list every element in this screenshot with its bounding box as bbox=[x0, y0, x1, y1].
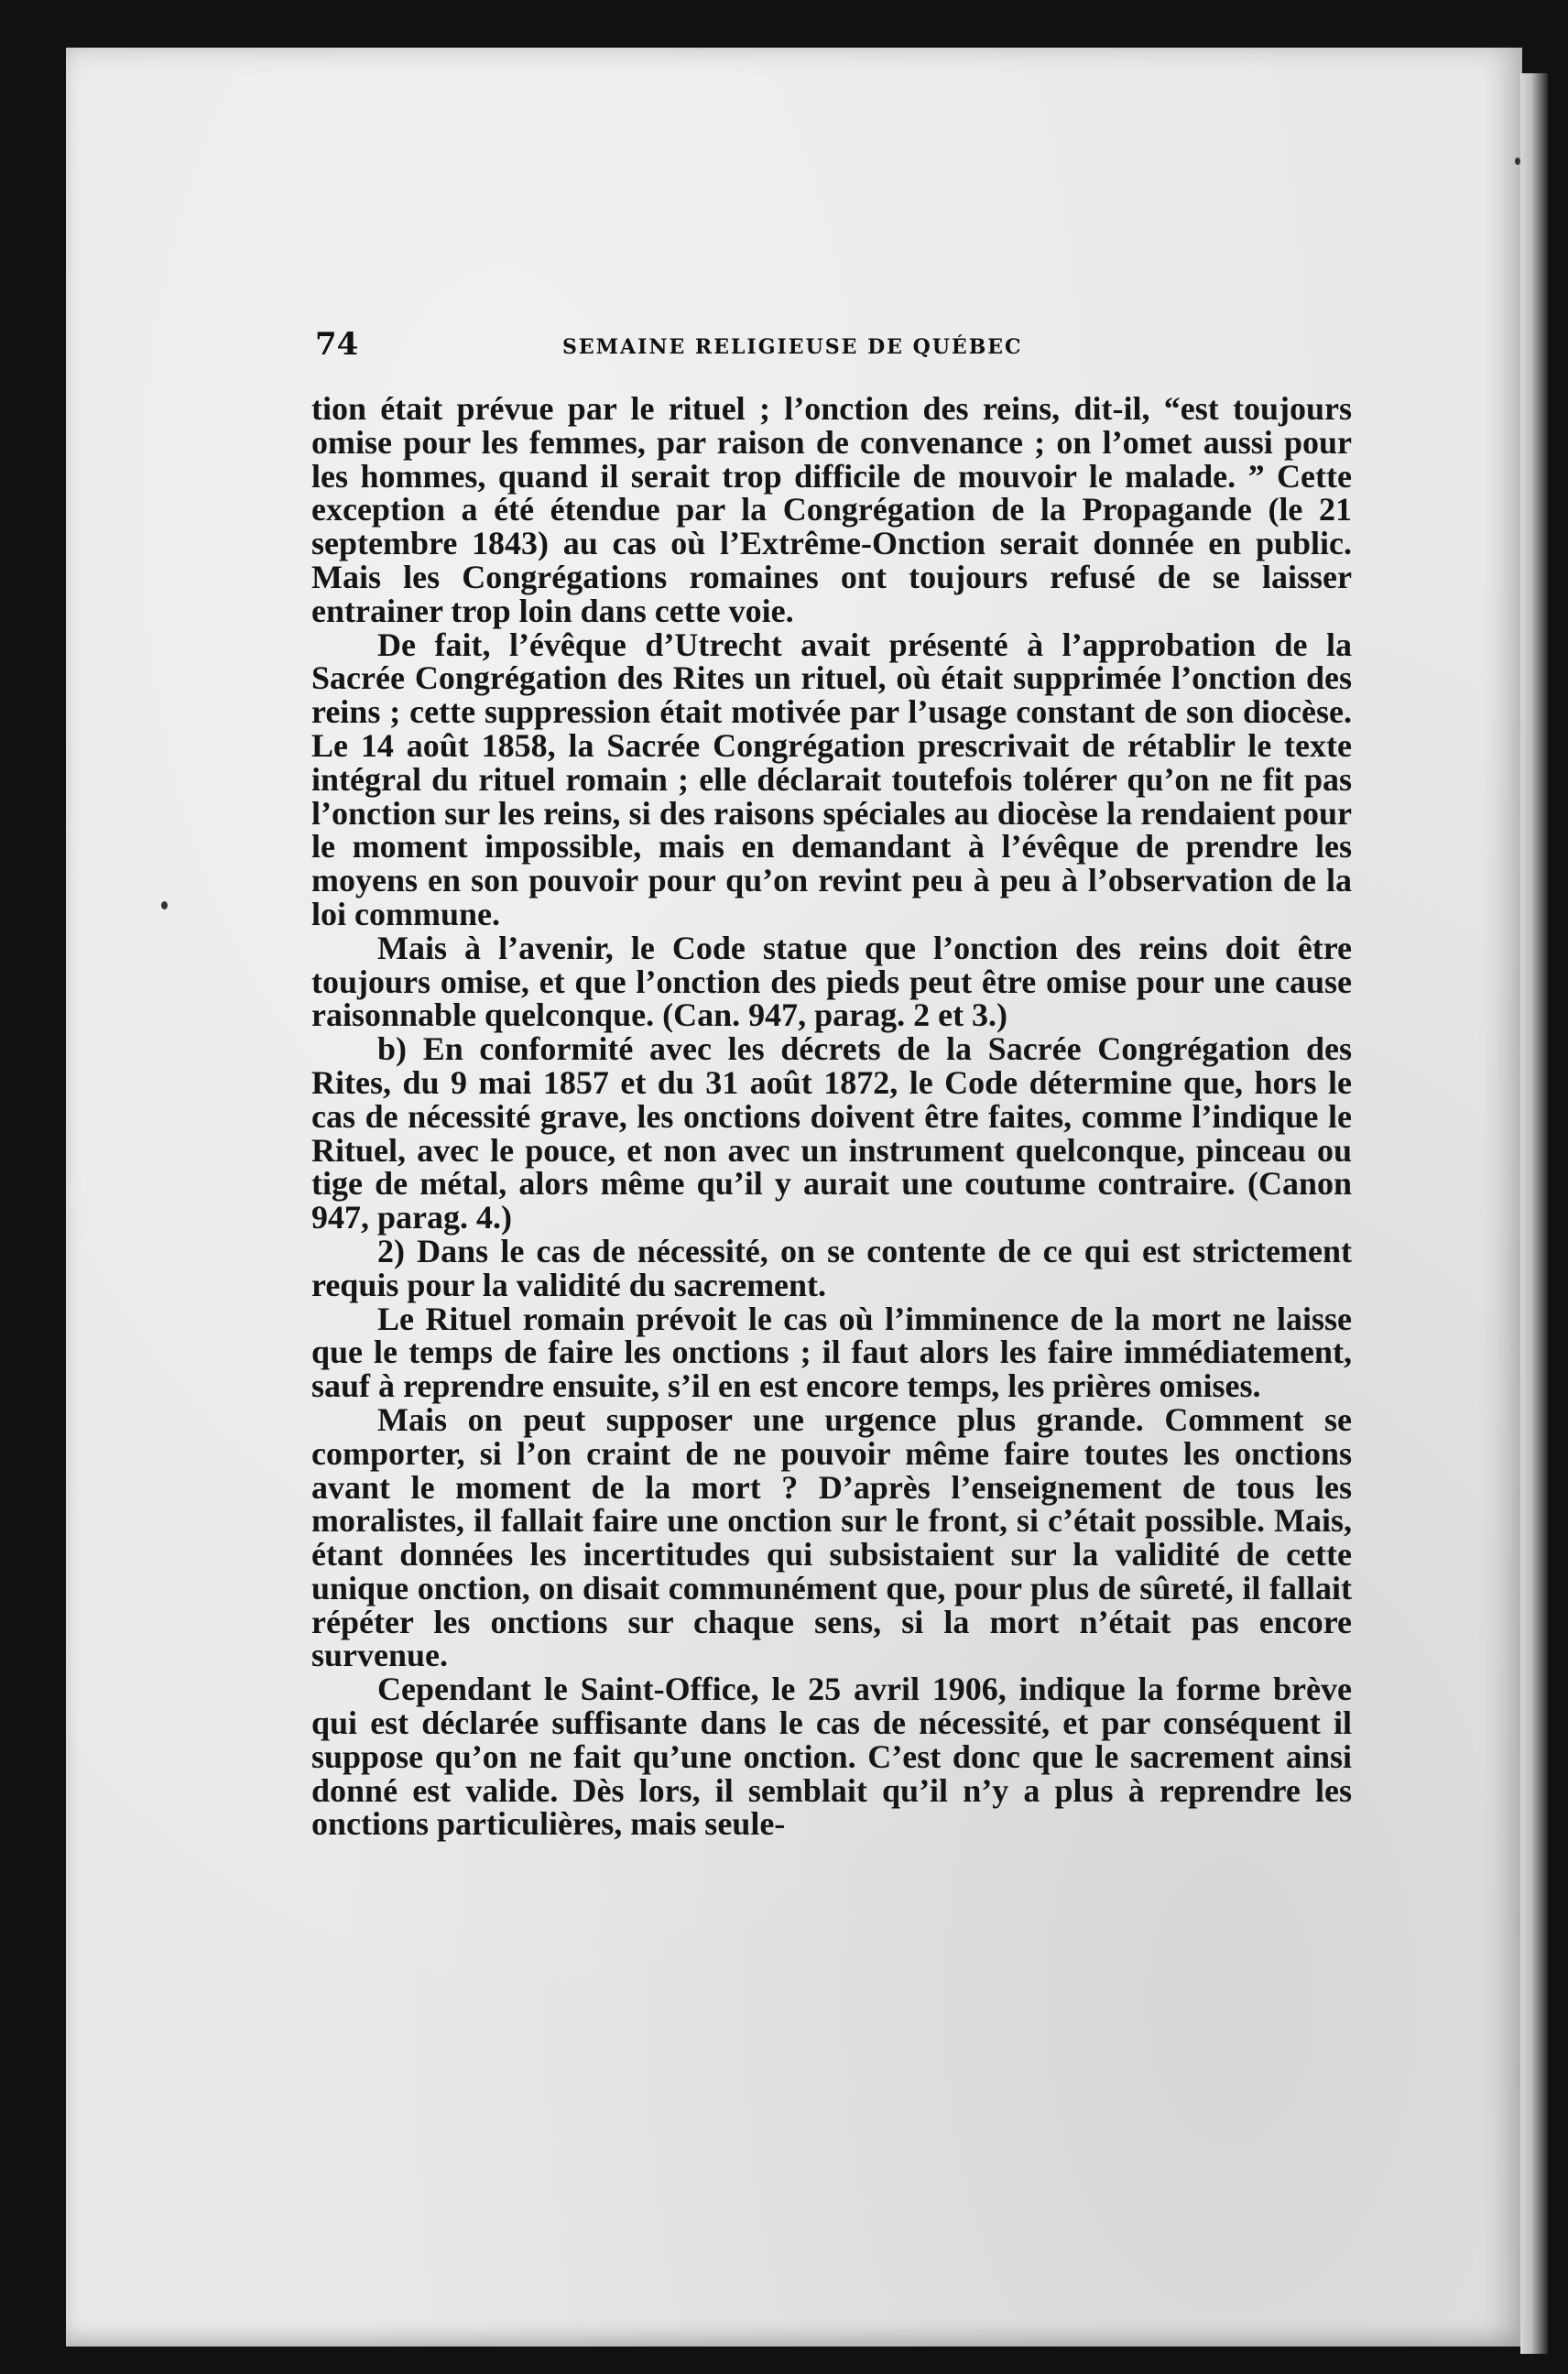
paragraph-7: Mais on peut supposer une urgence plus grande. Comment se comporter, si l’on craint de ne pouvoir même faire toutes les onctions avant le moment de la mort ? D’après l’enseignement de tous les moralistes, il fallait faire une onction sur le front, si c’était possible. Mais, étant données les incertitudes qui subsistaient sur la validité de cette unique onction, on disait communément que, pour plus de sûreté, il fallait répéter les onctions sur chaque sens, si la mort n’était pas encore survenue. bbox=[311, 1400, 1352, 1674]
body-text bbox=[311, 392, 1352, 1841]
page-number: 74 bbox=[315, 326, 359, 363]
paragraph-1: tion était prévue par le rituel ; l’onction des reins, dit-il, “est toujours omise pour les femmes, par raison de convenance ; on l’omet aussi pour les hommes, quand il serait trop difficile de mouvoir le malade. ” Cette exception a été étendue par la Congrégation de la Propagande (le 21 septembre 1843) au cas où l’Extrême-Onction serait donnée en public. Mais les Congrégations romaines ont toujours refusé de se laisser entrainer trop loin dans cette voie. bbox=[311, 390, 1352, 629]
paragraph-2: De fait, l’évêque d’Utrecht avait présenté à l’approbation de la Sacrée Congrégation des Rites un rituel, où était supprimée l’onction des reins ; cette suppression était motivée par l’usage constant de son diocèse. Le 14 août 1858, la Sacrée Congrégation prescrivait de rétablir le texte intégral du rituel romain ; elle déclarait toutefois tolérer qu’on ne fit pas l’onction sur les reins, si des raisons spéciales au diocèse la rendaient pour le moment impossible, mais en demandant à l’évêque de prendre les moyens en son pouvoir pour qu’on revint peu à peu à l’observation de la loi commune. bbox=[311, 626, 1352, 932]
paragraph-8: Cependant le Saint-Office, le 25 avril 1906, indique la forme brève qui est déclarée suffisante dans le cas de nécessité, et par conséquent il suppose qu’on ne fait qu’une onction. C’est donc que le sacrement ainsi donné est valide. Dès lors, il semblait qu’il n’y a plus à reprendre les onctions particulières, mais seule- bbox=[311, 1671, 1352, 1843]
speck-mark bbox=[161, 901, 168, 909]
paragraph-3: Mais à l’avenir, le Code statue que l’onction des reins doit être toujours omise, et que l’onction des pieds peut être omise pour une cause raisonnable quelconque. (Can. 947, parag. 2 et 3.) bbox=[311, 929, 1352, 1034]
paragraph-5: 2) Dans le cas de nécessité, on se contente de ce qui est strictement requis pour la validité du sacrement. bbox=[311, 1232, 1352, 1303]
page-header bbox=[315, 326, 1359, 372]
running-title: SEMAINE RELIGIEUSE DE QUÉBEC bbox=[562, 335, 1023, 359]
paragraph-4: b) En conformité avec les décrets de la Sacrée Congrégation des Rites, du 9 mai 1857 et du 31 août 1872, le Code détermine que, hors le cas de nécessité grave, les onctions doivent être faites, comme l’indique le Rituel, avec le pouce, et non avec un instrument quelconque, pinceau ou tige de métal, alors même qu’il y aurait une coutume contraire. (Canon 947, parag. 4.) bbox=[311, 1030, 1352, 1236]
page-right-edge bbox=[1520, 73, 1548, 2354]
paragraph-6: Le Rituel romain prévoit le cas où l’imminence de la mort ne laisse que le temps de faire les onctions ; il faut alors les faire immédiatement, sauf à reprendre ensuite, s’il en est encore temps, les prières omises. bbox=[311, 1300, 1352, 1405]
